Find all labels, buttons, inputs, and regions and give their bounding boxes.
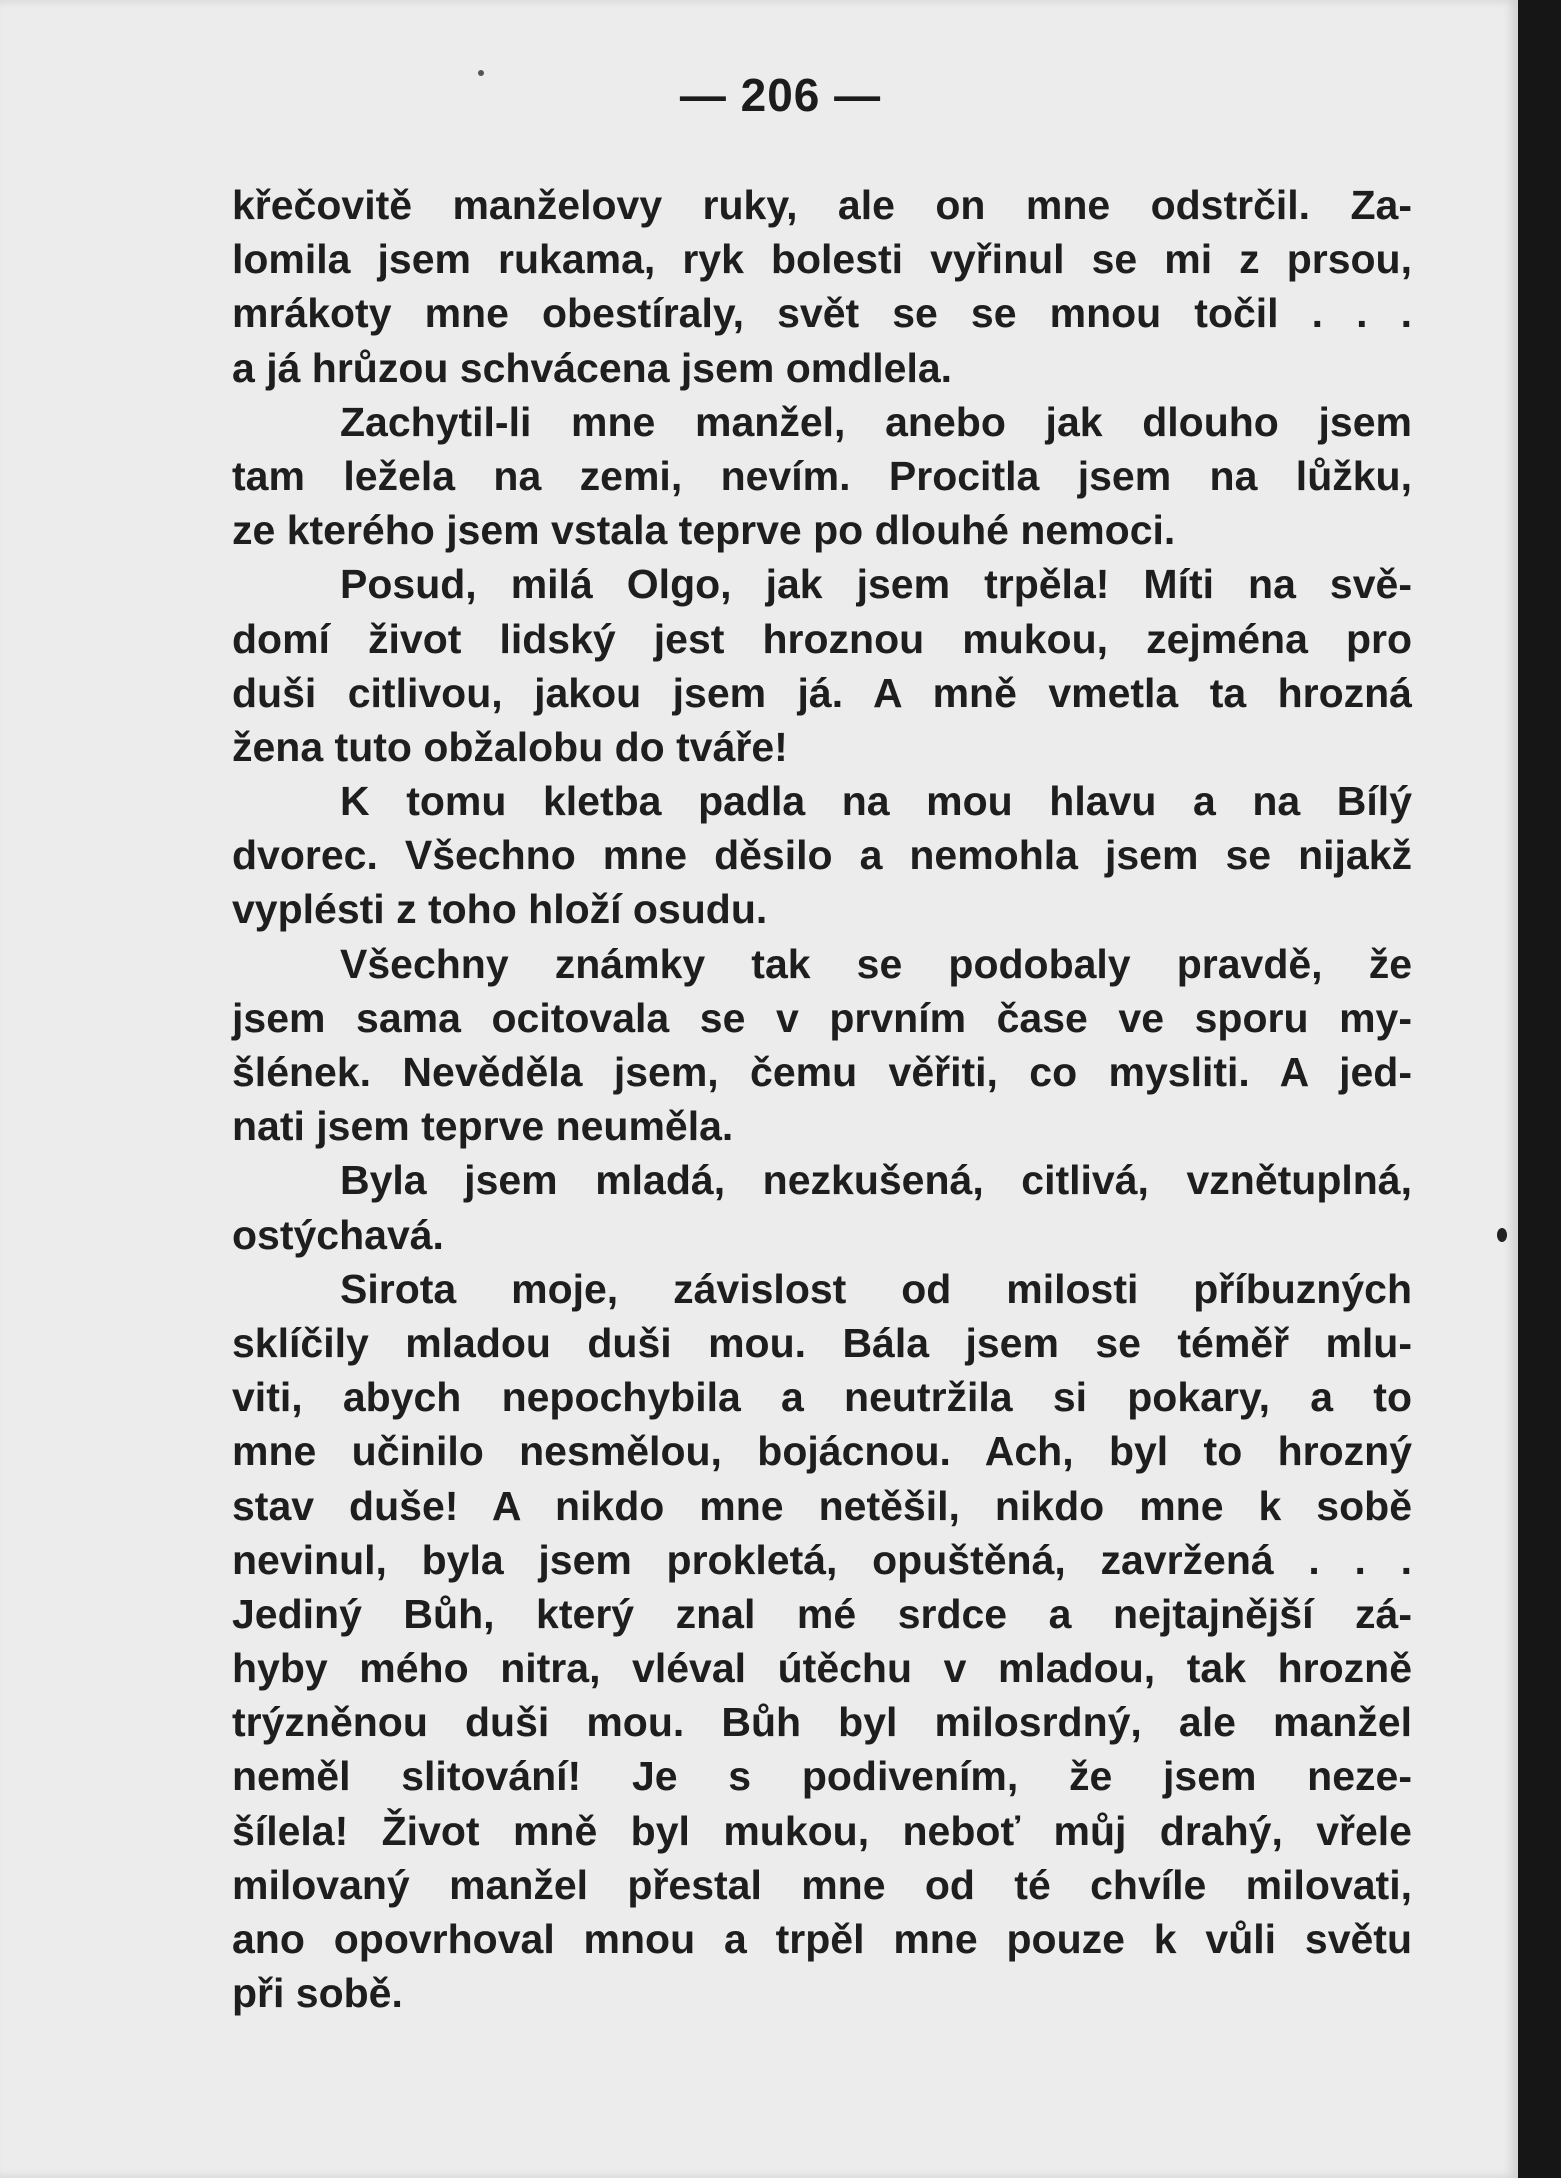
text-line: neměl slitování! Je s podivením, že jsem neze- xyxy=(232,1753,1412,1800)
text-line: ostýchavá. xyxy=(232,1211,444,1258)
text-line: Byla jsem mladá, nezkušená, citlivá, vznětuplná, xyxy=(340,1157,1412,1204)
text-line: Zachytil-li mne manžel, anebo jak dlouho jsem xyxy=(340,398,1412,445)
scan-edge xyxy=(1518,0,1561,2178)
text-line: trýzněnou duši mou. Bůh byl milosrdný, ale manžel xyxy=(232,1699,1412,1746)
page-number: — 206 — xyxy=(679,69,882,121)
text-line: mrákoty mne obestíraly, svět se se mnou točil . . . xyxy=(232,290,1412,337)
text-line: žena tuto obžalobu do tváře! xyxy=(232,723,788,770)
text-line: lomila jsem rukama, ryk bolesti vyřinul se mi z prsou, xyxy=(232,236,1412,283)
text-line: viti, abych nepochybila a neutržila si pokary, a to xyxy=(232,1374,1412,1421)
text-line: a já hrůzou schvácena jsem omdlela. xyxy=(232,344,953,391)
text-line: milovaný manžel přestal mne od té chvíle milovati, xyxy=(232,1861,1412,1908)
text-line: šílela! Život mně byl mukou, neboť můj drahý, vřele xyxy=(232,1807,1412,1854)
text-line: ano opovrhoval mnou a trpěl mne pouze k vůli světu xyxy=(232,1916,1412,1962)
text-line: tam ležela na zemi, nevím. Procitla jsem na lůžku, xyxy=(232,452,1412,499)
text-line: hyby mého nitra, vléval útěchu v mladou, tak hrozně xyxy=(232,1645,1412,1692)
text-line: vyplésti z toho hloží osudu. xyxy=(232,886,768,933)
text-line: šlének. Nevěděla jsem, čemu věřiti, co mysliti. A jed- xyxy=(232,1049,1412,1095)
text-line: Jediný Bůh, který znal mé srdce a nejtajnější zá- xyxy=(232,1590,1412,1637)
text-line: ze kterého jsem vstala teprve po dlouhé nemoci. xyxy=(232,507,1176,554)
text-line: Všechny známky tak se podobaly pravdě, že xyxy=(340,940,1412,987)
text-line: stav duše! A nikdo mne netěšil, nikdo mne k sobě xyxy=(232,1482,1412,1529)
text-line: nevinul, byla jsem prokletá, opuštěná, zavržená . . . xyxy=(232,1536,1412,1583)
text-line: při sobě. xyxy=(232,1970,403,2017)
text-line: K tomu kletba padla na mou hlavu a na Bílý xyxy=(340,778,1412,825)
text-line: sklíčily mladou duši mou. Bála jsem se téměř mlu- xyxy=(232,1319,1412,1366)
text-line: duši citlivou, jakou jsem já. A mně vmetla ta hrozná xyxy=(232,669,1412,716)
text-line: domí život lidský jest hroznou mukou, zejména pro xyxy=(232,615,1412,662)
text-line: mne učinilo nesmělou, bojácnou. Ach, byl to hrozný xyxy=(232,1428,1412,1475)
text-line: Posud, milá Olgo, jak jsem trpěla! Míti na svě- xyxy=(340,561,1412,608)
text-line: nati jsem teprve neuměla. xyxy=(232,1103,734,1150)
text-line: křečovitě manželovy ruky, ale on mne odstrčil. Za- xyxy=(232,182,1412,228)
ink-speck xyxy=(1497,1228,1507,1242)
body-text xyxy=(232,178,1412,2020)
text-line: dvorec. Všechno mne děsilo a nemohla jsem se nijakž xyxy=(232,832,1412,879)
ink-speck xyxy=(478,70,484,76)
text-line: jsem sama ocitovala se v prvním čase ve sporu my- xyxy=(232,994,1412,1041)
text-line: Sirota moje, závislost od milosti příbuzných xyxy=(340,1265,1412,1312)
